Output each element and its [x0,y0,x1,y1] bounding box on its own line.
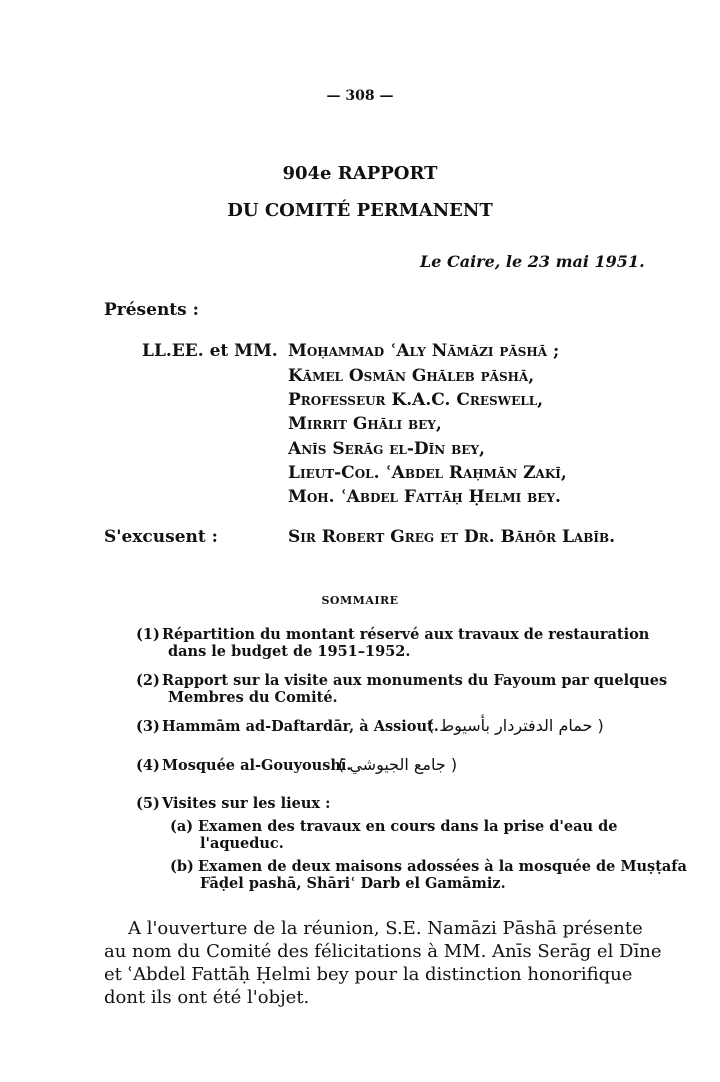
present-name: Professeur K.A.C. Creswell, [288,390,544,410]
sommaire-num: (4) [136,757,160,774]
sub-item-text: Examen de deux maisons adossées à la mosquée de Muṣṭafa [198,858,687,875]
sommaire-num: (5) [136,795,160,812]
sommaire-arabic: ( جامع الجيوشي ) [338,755,458,774]
paragraph-line: dont ils ont été l'objet. [104,987,310,1008]
sommaire-text: dans le budget de 1951–1952. [168,643,411,660]
present-name: Lieut-Col. ʿAbdel Raḥmān Zakī, [288,463,567,483]
sommaire-text: Mosquée al-Gouyoushī. [162,757,352,774]
present-name: Anīs Serāg el-Dīn bey, [288,439,485,459]
report-title: 904e RAPPORT [282,163,438,184]
paragraph-line: au nom du Comité des félicitations à MM. Anīs Serāg el Dīne [104,941,662,962]
present-name: Moḥammad ʿAly Nāmāzi pāshā ; [288,341,560,361]
sommaire-text: Répartition du montant réservé aux travaux de restauration [162,626,650,643]
date-line: Le Caire, le 23 mai 1951. [420,252,645,271]
present-name: Kāmel Osmān Ghāleb pāshā, [288,366,535,386]
report-subtitle: DU COMITÉ PERMANENT [227,200,493,221]
sub-item-num: (b) [170,858,194,875]
sommaire-text: Hammām ad-Daftardār, à Assiout. [162,718,439,735]
presents-prefix: LL.EE. et MM. [142,341,278,361]
sommaire-text: Visites sur les lieux : [162,795,331,812]
sommaire-num: (2) [136,672,160,689]
sommaire-num: (1) [136,626,160,643]
sommaire-text: Rapport sur la visite aux monuments du Fayoum par quelques [162,672,668,689]
page-number: — 308 — [326,88,394,104]
sommaire-num: (3) [136,718,160,735]
present-name: Moh. ʿAbdel Fattāḥ Ḥelmi bey. [288,487,561,507]
paragraph-line: A l'ouverture de la réunion, S.E. Namāzi Pāshā présente [128,918,643,939]
excusent-label: S'excusent : [104,527,218,547]
sub-item-text: Examen des travaux en cours dans la prise d'eau de [198,818,618,835]
sommaire-text: Membres du Comité. [168,689,338,706]
presents-label: Présents : [104,300,199,320]
sommaire-arabic: ( حمام الدفتردار بأسيوط ) [428,716,604,735]
sub-item-text: Fāḍel pashā, Shāriʿ Darb el Gamāmiz. [200,875,506,892]
sommaire-title: SOMMAIRE [321,594,399,607]
sub-item-text: l'aqueduc. [200,835,284,852]
present-name: Mirrit Ghāli bey, [288,414,442,434]
excusent-value: Sir Robert Greg et Dr. Bāhōr Labīb. [288,527,616,547]
paragraph-line: et ʿAbdel Fattāḥ Ḥelmi bey pour la distinction honorifique [104,964,633,985]
sub-item-num: (a) [170,818,194,835]
